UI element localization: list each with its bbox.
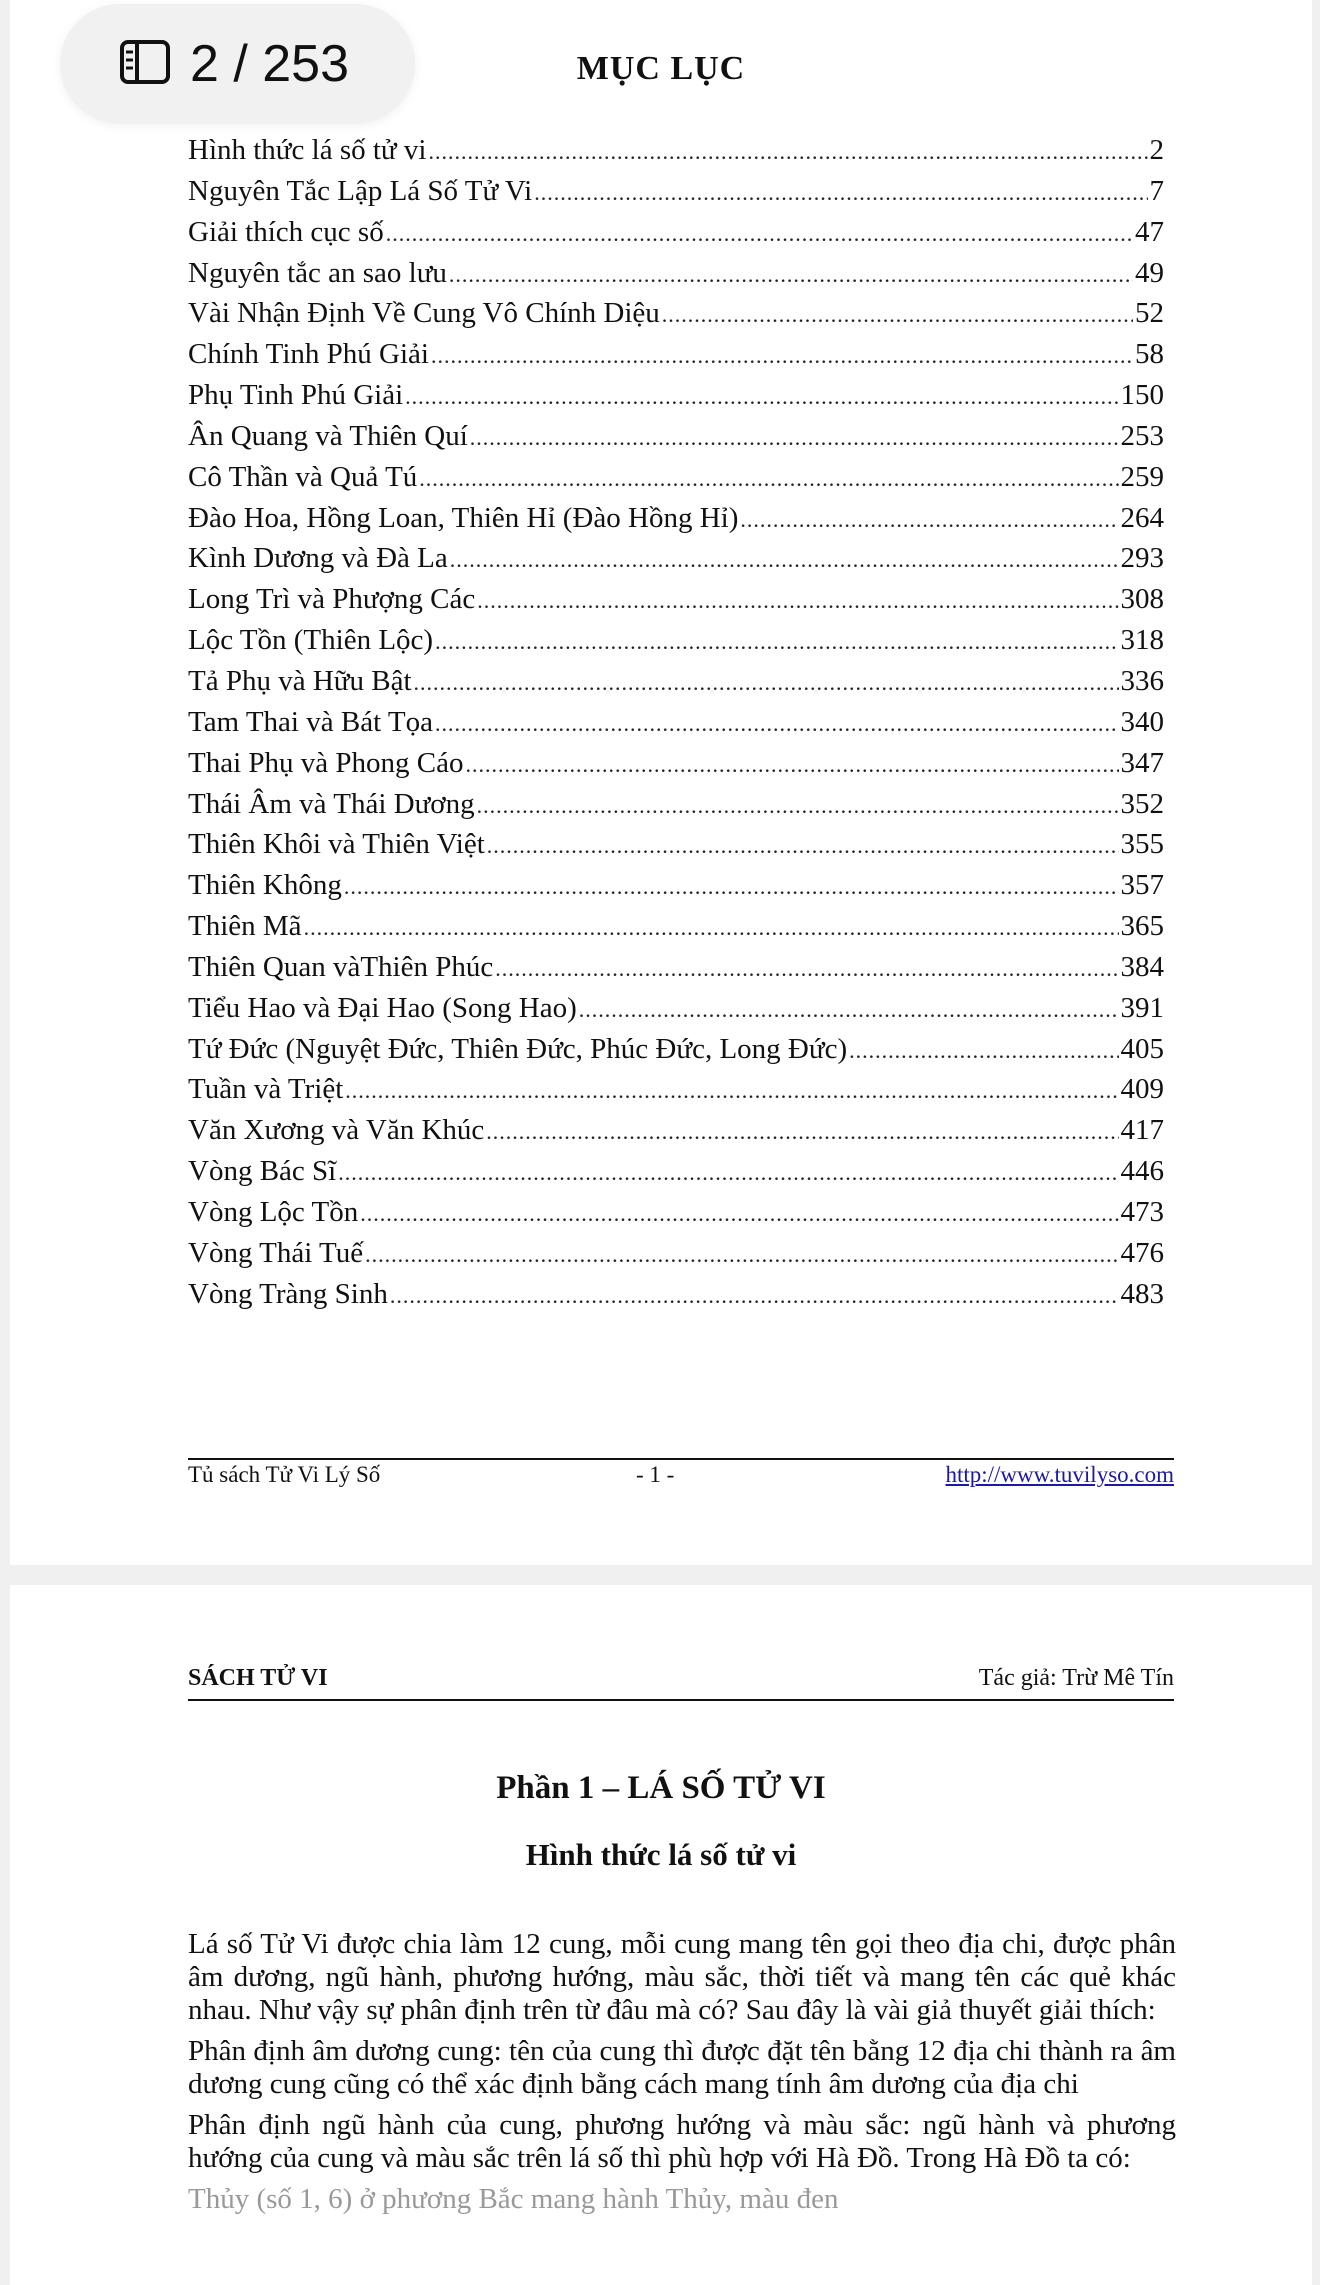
page-indicator-text: 2 / 253	[190, 35, 350, 93]
toc-entry-page: 357	[1120, 869, 1164, 902]
toc-entry[interactable]	[188, 784, 1164, 825]
toc-entry[interactable]	[188, 130, 1164, 171]
toc-dot-leader	[338, 1153, 1118, 1193]
toc-entry-title: Tứ Đức (Nguyệt Đức, Thiên Đức, Phúc Đức, Long Đức)	[188, 1032, 848, 1065]
paragraph: Lá số Tử Vi được chia làm 12 cung, mỗi cung mang tên gọi theo địa chi, được phân âm dương, ngũ hành, phương hướng, màu sắc, thời tiết và mang tên các quẻ khác nhau. Như vậy sự phân định trên từ đâu mà có? Sau đây là vài giả thuyết giải thích:	[188, 1928, 1176, 2026]
toc-entry-title: Lộc Tồn (Thiên Lộc)	[188, 624, 434, 657]
toc-entry-title: Tiểu Hao và Đại Hao (Song Hao)	[188, 991, 577, 1024]
toc-entry[interactable]	[188, 1029, 1164, 1070]
toc-dot-leader	[470, 418, 1119, 458]
toc-entry-title: Thiên Khôi và Thiên Việt	[188, 828, 485, 861]
toc-entry-page: 49	[1135, 256, 1164, 289]
toc-entry-page: 318	[1120, 624, 1164, 657]
toc-entry-title: Văn Xương và Văn Khúc	[188, 1114, 485, 1147]
toc-entry-title: Thiên Không	[188, 869, 342, 902]
toc-entry[interactable]	[188, 375, 1164, 416]
toc-dot-leader	[360, 1194, 1118, 1234]
toc-dot-leader	[849, 1031, 1118, 1071]
toc-entry[interactable]	[188, 824, 1164, 865]
toc-entry[interactable]	[188, 416, 1164, 457]
table-of-contents	[188, 130, 1164, 1314]
toc-dot-leader	[431, 336, 1133, 376]
toc-entry-page: 417	[1120, 1114, 1164, 1147]
page-indicator[interactable]	[60, 4, 415, 124]
toc-entry[interactable]	[188, 171, 1164, 212]
toc-entry[interactable]	[188, 457, 1164, 498]
toc-entry-page: 7	[1149, 174, 1164, 207]
toc-dot-leader	[419, 459, 1118, 499]
toc-entry-page: 347	[1120, 746, 1164, 779]
toc-entry-page: 384	[1120, 950, 1164, 983]
toc-entry[interactable]	[188, 1069, 1164, 1110]
toc-entry[interactable]	[188, 293, 1164, 334]
toc-entry-page: 405	[1120, 1032, 1164, 1065]
paragraph: Phân định âm dương cung: tên của cung thì được đặt tên bằng 12 địa chi thành ra âm dương cung cũng có thể xác định bằng cách mang tính âm dương của địa chi	[188, 2035, 1176, 2100]
toc-entry-title: Vòng Lộc Tồn	[188, 1195, 359, 1228]
footer-left: Tủ sách Tử Vi Lý Số	[188, 1462, 381, 1487]
toc-entry-title: Kình Dương và Đà La	[188, 542, 448, 575]
toc-entry-title: Long Trì và Phượng Các	[188, 583, 476, 616]
paragraph: Phân định ngũ hành của cung, phương hướng và màu sắc: ngũ hành và phương hướng của cung và màu sắc trên lá số thì phù hợp với Hà Đồ. Trong Hà Đồ ta có:	[188, 2109, 1176, 2174]
header-book-title: SÁCH TỬ VI	[188, 1665, 328, 1691]
toc-entry[interactable]	[188, 1151, 1164, 1192]
toc-entry-page: 391	[1120, 991, 1164, 1024]
toc-entry[interactable]	[188, 1110, 1164, 1151]
book-pages-icon	[120, 40, 170, 89]
toc-entry-title: Giải thích cục số	[188, 215, 384, 248]
toc-entry-page: 340	[1120, 705, 1164, 738]
toc-dot-leader	[345, 1071, 1118, 1111]
toc-dot-leader	[662, 295, 1133, 335]
body-text	[188, 1928, 1176, 2216]
toc-entry-title: Chính Tinh Phú Giải	[188, 338, 429, 371]
footer-link[interactable]: http://www.tuvilyso.com	[945, 1462, 1174, 1487]
toc-entry-title: Vòng Tràng Sinh	[188, 1277, 388, 1310]
toc-title: MỤC LỤC	[576, 50, 746, 87]
toc-entry-title: Thai Phụ và Phong Cáo	[188, 746, 464, 779]
toc-entry-title: Thiên Quan vàThiên Phúc	[188, 950, 494, 983]
toc-entry-title: Nguyên Tắc Lập Lá Số Tử Vi	[188, 174, 533, 207]
toc-entry-page: 2	[1149, 134, 1164, 166]
toc-entry-page: 355	[1120, 828, 1164, 861]
footer-page-number: - 1 -	[636, 1462, 675, 1487]
toc-dot-leader	[487, 826, 1119, 866]
toc-entry-title: Ân Quang và Thiên Quí	[188, 419, 468, 452]
toc-entry-title: Hình thức lá số tử vi	[188, 134, 427, 166]
toc-entry[interactable]	[188, 498, 1164, 539]
toc-entry-page: 476	[1120, 1236, 1164, 1269]
toc-entry[interactable]	[188, 702, 1164, 743]
toc-dot-leader	[495, 949, 1118, 989]
toc-entry-title: Phụ Tinh Phú Giải	[188, 379, 404, 412]
toc-entry-page: 293	[1120, 542, 1164, 575]
toc-entry-title: Vài Nhận Định Về Cung Vô Chính Diệu	[188, 297, 660, 330]
toc-entry[interactable]	[188, 906, 1164, 947]
toc-entry-page: 365	[1120, 910, 1164, 943]
toc-dot-leader	[365, 1235, 1118, 1275]
toc-entry-page: 352	[1120, 787, 1164, 820]
part-title: Phần 1 – LÁ SỐ TỬ VI	[496, 1770, 826, 1806]
toc-entry[interactable]	[188, 865, 1164, 906]
toc-dot-leader	[386, 214, 1133, 254]
toc-dot-leader	[435, 622, 1118, 662]
toc-entry[interactable]	[188, 253, 1164, 294]
toc-dot-leader	[449, 255, 1133, 295]
toc-entry-title: Tả Phụ và Hữu Bật	[188, 664, 412, 697]
toc-entry[interactable]	[188, 1274, 1164, 1315]
toc-entry-title: Thái Âm và Thái Dương	[188, 787, 475, 820]
toc-dot-leader	[486, 1112, 1118, 1152]
toc-entry[interactable]	[188, 579, 1164, 620]
toc-entry-page: 47	[1135, 215, 1164, 248]
toc-entry-page: 58	[1135, 338, 1164, 371]
toc-entry[interactable]	[188, 334, 1164, 375]
toc-entry-title: Đào Hoa, Hồng Loan, Thiên Hỉ (Đào Hồng Hỉ)	[188, 501, 739, 534]
toc-entry-page: 409	[1120, 1073, 1164, 1106]
toc-dot-leader	[477, 581, 1118, 621]
toc-entry[interactable]	[188, 661, 1164, 702]
toc-entry-page: 483	[1120, 1277, 1164, 1310]
toc-dot-leader	[435, 704, 1119, 744]
toc-entry[interactable]	[188, 620, 1164, 661]
toc-dot-leader	[579, 990, 1119, 1030]
toc-entry-page: 336	[1120, 664, 1164, 697]
toc-dot-leader	[740, 500, 1118, 540]
toc-entry[interactable]	[188, 538, 1164, 579]
toc-entry[interactable]	[188, 212, 1164, 253]
toc-dot-leader	[428, 132, 1147, 172]
paragraph: Thủy (số 1, 6) ở phương Bắc mang hành Thủy, màu đen	[188, 2183, 839, 2215]
toc-entry-title: Vòng Thái Tuế	[188, 1236, 364, 1269]
toc-dot-leader	[414, 663, 1119, 703]
toc-entry-page: 259	[1120, 460, 1164, 493]
toc-dot-leader	[390, 1276, 1119, 1316]
toc-entry-page: 446	[1120, 1155, 1164, 1188]
toc-entry-page: 253	[1120, 419, 1164, 452]
footer-rule	[188, 1458, 1174, 1460]
toc-entry-title: Vòng Bác Sĩ	[188, 1155, 337, 1188]
toc-entry-title: Tuần và Triệt	[188, 1073, 344, 1106]
toc-dot-leader	[534, 173, 1147, 213]
toc-dot-leader	[304, 908, 1119, 948]
header-rule	[188, 1699, 1174, 1701]
toc-entry-page: 52	[1135, 297, 1164, 330]
section-title: Hình thức lá số tử vi	[525, 1837, 797, 1872]
toc-entry-title: Thiên Mã	[188, 910, 302, 943]
document-page-2	[10, 1585, 1312, 2285]
toc-dot-leader	[466, 745, 1119, 785]
toc-entry-title: Cô Thần và Quả Tú	[188, 460, 418, 493]
header-author: Tác giả: Trừ Mê Tín	[978, 1665, 1174, 1691]
toc-entry[interactable]	[188, 1192, 1164, 1233]
toc-entry-page: 150	[1120, 379, 1164, 412]
toc-entry[interactable]	[188, 988, 1164, 1029]
toc-entry[interactable]	[188, 743, 1164, 784]
toc-dot-leader	[344, 867, 1119, 907]
toc-dot-leader	[477, 786, 1119, 826]
toc-entry-title: Nguyên tắc an sao lưu	[188, 256, 447, 289]
document-page-1	[10, 0, 1312, 1565]
toc-entry-page: 308	[1120, 583, 1164, 616]
toc-entry-page: 473	[1120, 1195, 1164, 1228]
toc-dot-leader	[450, 540, 1119, 580]
toc-dot-leader	[405, 377, 1118, 417]
toc-entry-title: Tam Thai và Bát Tọa	[188, 705, 433, 738]
toc-entry[interactable]	[188, 947, 1164, 988]
toc-entry[interactable]	[188, 1233, 1164, 1274]
toc-entry-page: 264	[1120, 501, 1164, 534]
